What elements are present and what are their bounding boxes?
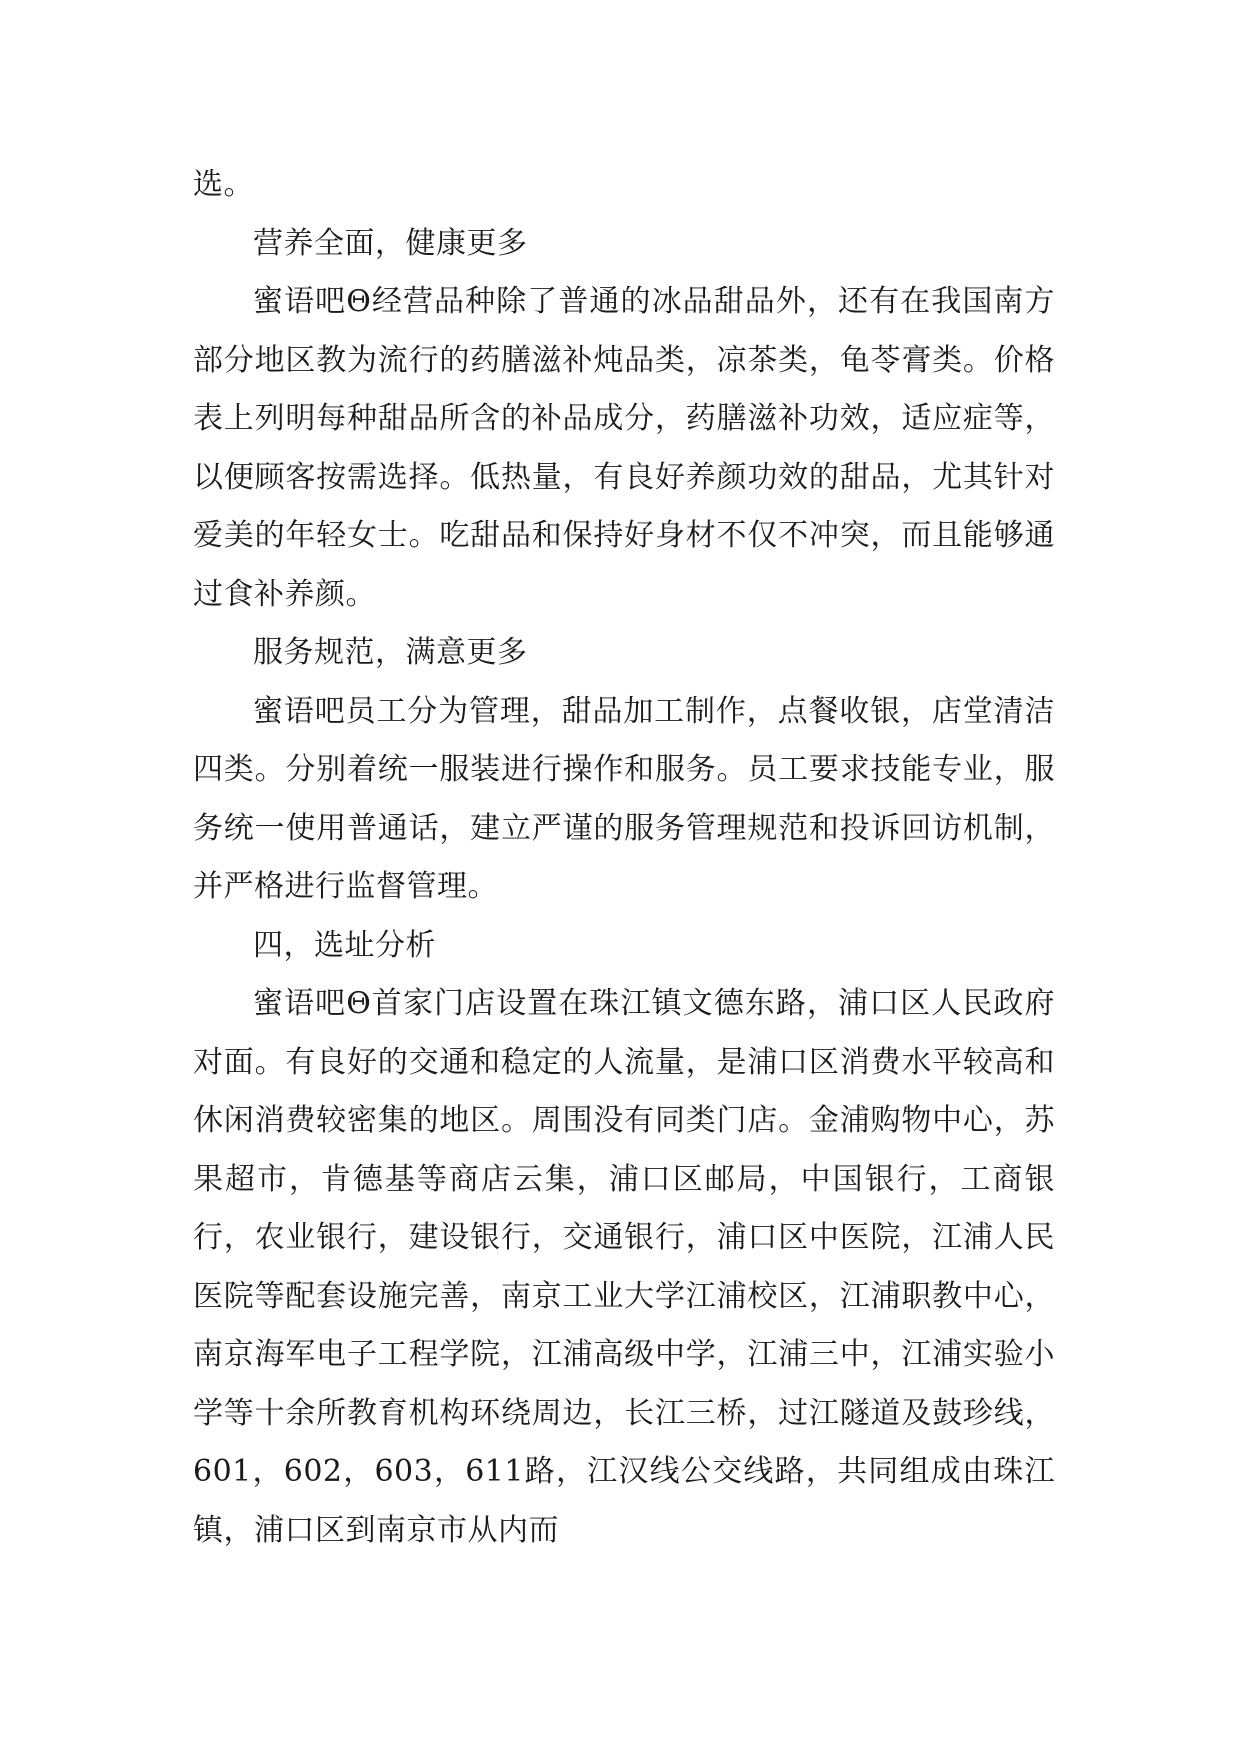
section-heading-location: 四，选址分析 (253, 927, 436, 963)
document-body (193, 156, 1055, 1560)
paragraph-continuation: 选。 (193, 167, 254, 202)
section-heading-nutrition: 营养全面，健康更多 (253, 225, 528, 261)
paragraph-nutrition: 蜜语吧Θ经营品种除了普通的冰品甜品外，还有在我国南方部分地区教为流行的药膳滋补炖品类，凉茶类，龟苓膏类。价格表上列明每种甜品所含的补品成分，药膳滋补功效，适应症等，以便顾客按需选择。低热量，有良好养颜功效的甜品，尤其针对爱美的年轻女士。吃甜品和保持好身材不仅不冲突，而且能够通过食补养颜。 (193, 284, 1055, 612)
paragraph-service: 蜜语吧员工分为管理，甜品加工制作，点餐收银，店堂清洁四类。分别着统一服装进行操作和服务。员工要求技能专业，服务统一使用普通话，建立严谨的服务管理规范和投诉回访机制，并严格进行监督管理。 (193, 693, 1055, 904)
paragraph-location: 蜜语吧Θ首家门店设置在珠江镇文德东路，浦口区人民政府对面。有良好的交通和稳定的人流量，是浦口区消费水平较高和休闲消费较密集的地区。周围没有同类门店。金浦购物中心，苏果超市，肯德基等商店云集，浦口区邮局，中国银行，工商银行，农业银行，建设银行，交通银行，浦口区中医院，江浦人民医院等配套设施完善，南京工业大学江浦校区，江浦职教中心，南京海军电子工程学院，江浦高级中学，江浦三中，江浦实验小学等十余所教育机构环绕周边，长江三桥，过江隧道及鼓珍线，601，602，603，611路，江汉线公交线路，共同组成由珠江镇，浦口区到南京市从内而 (193, 986, 1055, 1548)
section-heading-service: 服务规范，满意更多 (253, 635, 528, 670)
